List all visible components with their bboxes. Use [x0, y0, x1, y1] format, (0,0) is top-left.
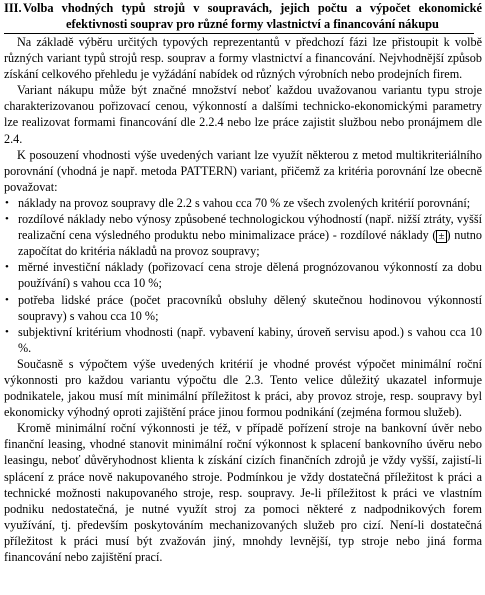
- list-item: [4, 259, 482, 291]
- list-item-text: náklady na provoz soupravy dle 2.2 s vahou cca 70 % ze všech zvolených kritérií porovnání;: [18, 195, 471, 210]
- list-item-text: subjektivní kritérium vhodnosti (např. vybavení kabiny, úroveň servisu apod.) s vahou cca 10 %.: [18, 324, 482, 355]
- list-item-text: měrné investiční náklady (pořizovací cena stroje dělená prognózovanou výkonností za dobu používání) s vahou cca 10 %;: [18, 260, 482, 291]
- bullet-icon: •: [5, 325, 9, 338]
- section-heading: [4, 1, 482, 32]
- list-item: [4, 211, 482, 259]
- bullet-icon: •: [5, 213, 9, 226]
- section-title: Volba vhodných typů strojů v soupravách, jejich počtu a výpočet ekonomické efektivnosti souprav pro různé formy vlastnictví a financování nákupu: [23, 1, 482, 31]
- plus-minus-symbol: ±: [438, 230, 445, 243]
- bullet-icon: •: [5, 293, 9, 306]
- bullet-icon: •: [5, 196, 9, 209]
- list-item-text: ) nutno započítat do kritéria nákladů na provoz soupravy;: [18, 228, 482, 259]
- list-item: [4, 292, 482, 324]
- paragraph-min-capacity: Současně s výpočtem výše uvedených kritérií je vhodné provést výpočet minimální roční výkonnosti pro každou variantu výpočtu dle 2.3. Tento velice důležitý ukazatel informuje podnikatele, jakou musí mít minimální příležitost k práci, aby provoz stroje, resp. soupravy byl ekonomicky výhodný oproti zajištění práce jinou formou podnikání (zejména formou služeb).: [4, 356, 482, 420]
- paragraph-financing: Kromě minimální roční výkonnosti je též, v případě pořízení stroje na bankovní úvěr nebo finanční leasing, vhodné stanovit minimální roční výkonnost k splacení bankovního úvěru nebo leasingu, neboť důvěryhodnost klienta k získání cizích finančních zdrojů je vždy vyšší, zajistí-li splácení z práce nově nakupovaného stroje. Podmínkou je vždy dostatečná příležitost k práci a technické možnosti nakupovaného stroje, resp. soupravy. Je-li příležitost k práci ve vlastním podniku nedostatečná, je nutné využít stroj za pomoci některé z nadpodnikových forem využívání, tj. především poskytováním mechanizovaných služeb pro cizí. Není-li dostatečná příležitost k práci musí být zvažován jiný, mnohdy levnější, typ stroje nebo jiná forma financování nebo zajištění prací.: [4, 421, 482, 564]
- list-item-text: rozdílové náklady nebo výnosy způsobené technologickou výhodností (např. nižší ztráty, vyšší realizační cena výsledného produktu nebo minimalizace práce) - rozdílové náklady (: [18, 212, 482, 243]
- bullet-icon: •: [5, 261, 9, 274]
- paragraph-variants: Variant nákupu může být značné množství neboť každou uvažovanou variantu typu stroje charakterizovanou pořizovací cenou, výkonností a dalšími technicko-ekonomickými parametry lze realizovat formami financování dle 2.2.4 nebo lze práce zajistit službou nebo pronájmem dle 2.4.: [4, 83, 482, 146]
- paragraph-criteria-intro: K posouzení vhodnosti výše uvedených variant lze využít některou z metod multikriteriálního porovnání (vhodná je např. metoda PATTERN) variant, přičemž za kritéria porovnání lze obecně považovat:: [4, 147, 482, 194]
- paragraph-intro: Na základě výběru určitých typových reprezentantů v předchozí fázi lze přistoupit k volbě různých variant typů strojů resp. souprav a formy vlastnictví a financování. Nejvhodnější způsob získání celkového přehledu je vyžádání nabídek od různých výrobních nebo prodejních firem.: [4, 35, 482, 82]
- list-item: [4, 195, 482, 211]
- section-number: III.: [4, 1, 22, 15]
- list-item: [4, 324, 482, 356]
- list-item-text: potřeba lidské práce (počet pracovníků obsluhy dělený skutečnou hodinovou výkonností soupravy) s vahou cca 10 %;: [18, 292, 482, 323]
- document-page: [4, 1, 482, 565]
- criteria-list: [4, 195, 482, 356]
